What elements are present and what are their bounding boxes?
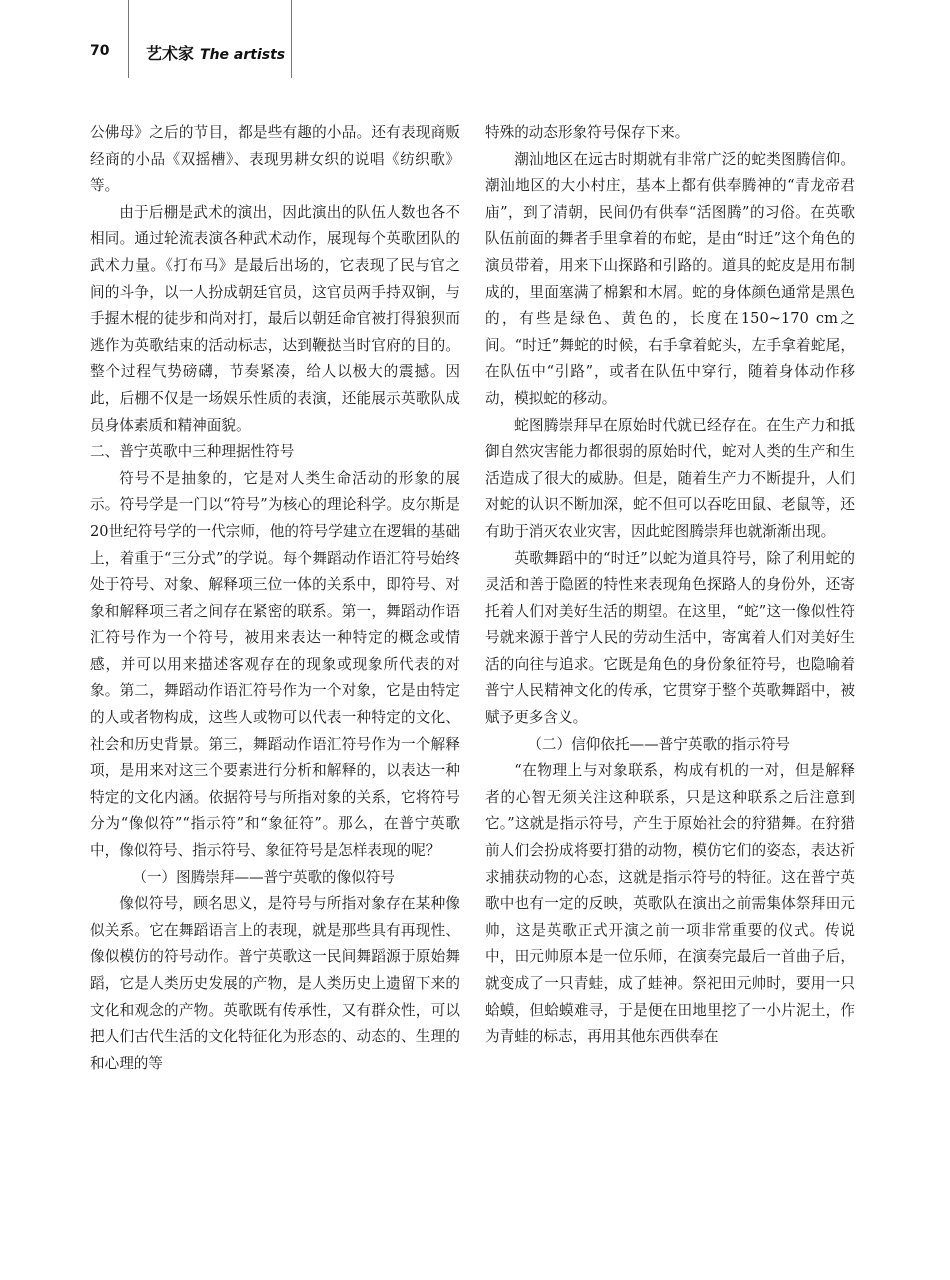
page-number: 70 [90, 43, 110, 59]
left-column [90, 120, 460, 1077]
subsection-heading: （二）信仰依托——普宁英歌的指示符号 [527, 735, 791, 753]
paragraph: 由于后棚是武术的演出，因此演出的队伍人数也各不相同。通过轮流表演各种武术动作，展现每个英歌团队的武术力量。《打布马》是最后出场的，它表现了民与官之间的斗争，以一人扮成朝廷官员，这官员两手持双锏，与手握木棍的徒步和尚对打，最后以朝廷命官被打得狼狈而逃作为英歌结束的活动标志，达到鞭挞当时官府的目的。整个过程气势磅礴，节奏紧凑，给人以极大的震撼。因此，后棚不仅是一场娱乐性质的表演，还能展示英歌队成员身体素质和精神面貌。 [90, 203, 460, 434]
page-header [0, 0, 950, 80]
header-divider-left [128, 0, 129, 78]
journal-title-cn: 艺术家 [146, 44, 195, 63]
subsection-heading: （一）图腾崇拜——普宁英歌的像似符号 [132, 868, 396, 886]
paragraph: “在物理上与对象联系，构成有机的一对，但是解释者的心智无须关注这种联系，只是这种联系之后注意到它。”这就是指示符号，产生于原始社会的狩猎舞。在狩猎前人们会扮成将要打猎的动物，模仿它们的姿态，表达祈求捕获动物的心态，这就是指示符号的特征。这在普宁英歌中也有一定的反映，英歌队在演出之前需集体祭拜田元帅，这是英歌正式开演之前一项非常重要的仪式。传说中，田元帅原本是一位乐师，在演奏完最后一首曲子后，就变成了一只青蛙，成了蛙神。祭祀田元帅时，要用一只蛤蟆，但蛤蟆难寻，于是便在田地里挖了一小片泥土，作为青蛙的标志，再用其他东西供奉在 [485, 762, 855, 1046]
paragraph: 像似符号，顾名思义，是符号与所指对象存在某种像似关系。它在舞蹈语言上的表现，就是那些具有再现性、像似模仿的符号动作。普宁英歌这一民间舞蹈源于原始舞蹈，它是人类历史发展的产物，是人类历史上遗留下来的文化和观念的产物。英歌既有传承性，又有群众性，可以把人们古代生活的文化特征化为形态的、动态的、生理的和心理的等 [90, 895, 460, 1072]
paragraph: 符号不是抽象的，它是对人类生命活动的形象的展示。符号学是一门以“符号”为核心的理论科学。皮尔斯是20世纪符号学的一代宗师，他的符号学建立在逻辑的基础上，着重于“三分式”的学说。每个舞蹈动作语汇符号始终处于符号、对象、解释项三位一体的关系中，即符号、对象和解释项三者之间存在紧密的联系。第一，舞蹈动作语汇符号作为一个符号，被用来表达一种特定的概念或情感，并可以用来描述客观存在的现象或现象所代表的对象。第二，舞蹈动作语汇符号作为一个对象，它是由特定的人或者物构成，这些人或物可以代表一种特定的文化、社会和历史背景。第三，舞蹈动作语汇符号作为一个解释项，是用来对这三个要素进行分析和解释的，以表达一种特定的文化内涵。依据符号与所指对象的关系，它将符号分为“像似符”“指示符”和“象征符”。那么，在普宁英歌中，像似符号、指示符号、象征符号是怎样表现的呢？ [90, 469, 460, 860]
journal-title-en: The artists [200, 47, 286, 63]
paragraph: 英歌舞蹈中的“时迁”以蛇为道具符号，除了利用蛇的灵活和善于隐匿的特性来表现角色探路人的身份外，还寄托着人们对美好生活的期望。在这里，“蛇”这一像似性符号就来源于普宁人民的劳动生活中，寄寓着人们对美好生活的向往与追求。它既是角色的身份象征符号，也隐喻着普宁人民精神文化的传承，它贯穿于整个英歌舞蹈中，被赋予更多含义。 [485, 549, 855, 727]
paragraph: 蛇图腾崇拜早在原始时代就已经存在。在生产力和抵御自然灾害能力都很弱的原始时代，蛇对人类的生产和生活造成了很大的威胁。但是，随着生产力不断提升，人们对蛇的认识不断加深，蛇不但可以吞吃田鼠、老鼠等，还有助于消灭农业灾害，因此蛇图腾崇拜也就渐渐出现。 [485, 416, 855, 540]
journal-title [146, 41, 285, 64]
right-column [485, 120, 855, 1051]
header-divider-right [291, 0, 292, 78]
paragraph: 特殊的动态形象符号保存下来。 [485, 124, 690, 141]
section-heading: 二、普宁英歌中三种理据性符号 [90, 443, 295, 461]
paragraph: 潮汕地区在远古时期就有非常广泛的蛇类图腾信仰。潮汕地区的大小村庄，基本上都有供奉腾神的“青龙帝君庙”，到了清朝，民间仍有供奉“活图腾”的习俗。在英歌队伍前面的舞者手里拿着的布蛇，是由“时迁”这个角色的演员带着，用来下山探路和引路的。道具的蛇皮是用布制成的，里面塞满了棉絮和木屑。蛇的身体颜色通常是黑色的，有些是绿色、黄色的，长度在150~170 cm之间。“时迁”舞蛇的时候，右手拿着蛇头，左手拿着蛇尾，在队伍中“引路”，或者在队伍中穿行，随着身体动作移动，模拟蛇的移动。 [485, 150, 855, 407]
paragraph: 公佛母》之后的节目，都是些有趣的小品。还有表现商贩经商的小品《双摇槽》、表现男耕女织的说唱《纺织歌》等。 [90, 124, 460, 195]
